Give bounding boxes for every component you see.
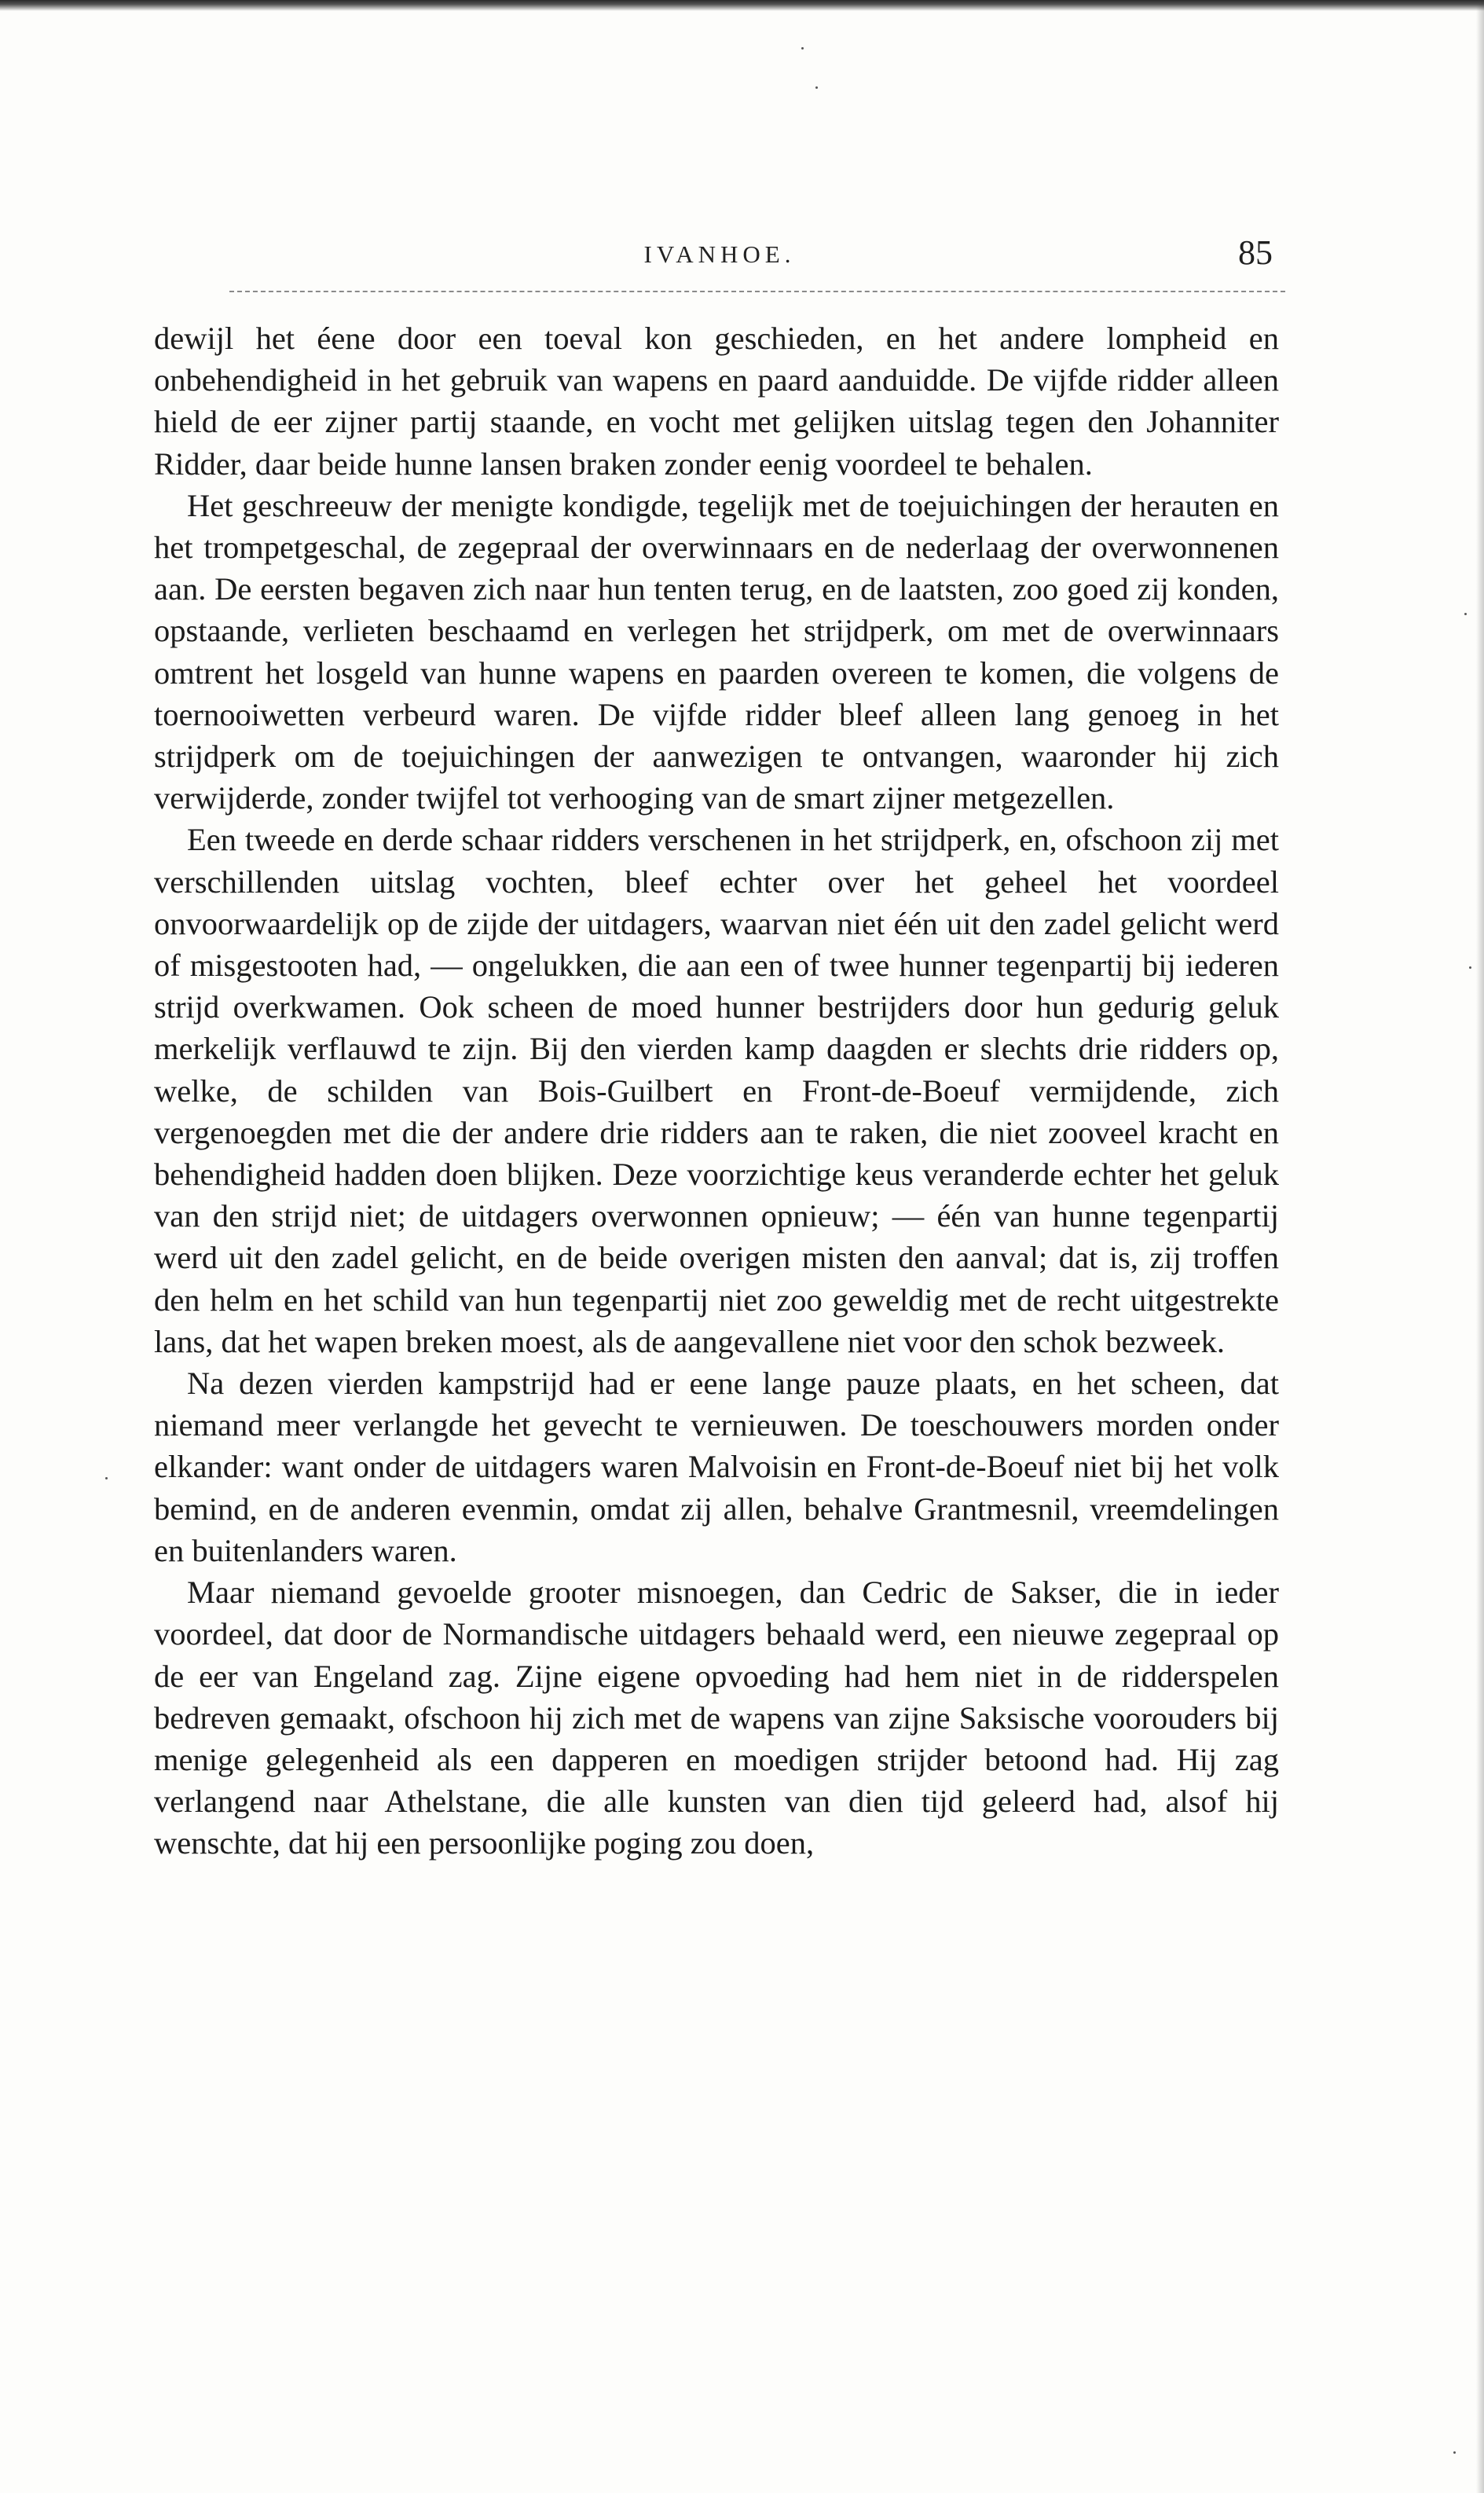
paragraph: Een tweede en derde schaar ridders verschenen in het strijdperk, en, ofschoon zij met verschillenden uitslag vochten, bleef echter over het geheel het voordeel onvoorwaardelijk op de zijde der uitdagers, waarvan niet één uit den zadel gelicht werd of misgestooten had, — ongelukken, die aan een of twee hunner tegenpartij bij iederen strijd overkwamen. Ook scheen de moed hunner bestrijders door hun gedurig geluk merkelijk verflauwd te zijn. Bij den vierden kamp daagden er slechts drie ridders op, welke, de schilden van Bois-Guilbert en Front-de-Boeuf vermijdende, zich vergenoegden met die der andere drie ridders aan te raken, die niet zooveel kracht en behendigheid hadden doen blijken. Deze voorzichtige keus veranderde echter het geluk van den strijd niet; de uitdagers overwonnen opnieuw; — één van hunne tegenpartij werd uit den zadel gelicht, en de beide overigen misten den aanval; dat is, zij troffen den helm en het schild van hun tegenpartij niet zoo geweldig met de recht uitgestrekte lans, dat het wapen breken moest, als de aangevallene niet voor den schok bezweek. (154, 822, 1279, 1359)
scan-speck (815, 86, 818, 89)
paragraph: Na dezen vierden kampstrijd had er eene lange pauze plaats, en het scheen, dat niemand meer verlangde het gevecht te vernieuwen. De toeschouwers morden onder elkander: want onder de uitdagers waren Malvoisin en Front-de-Boeuf niet bij het volk bemind, en de anderen evenmin, omdat zij allen, behalve Grantmesnil, vreemdelingen en buitenlanders waren. (154, 1366, 1279, 1568)
scan-speck (1469, 966, 1471, 969)
scan-speck (105, 1477, 108, 1479)
page-number: 85 (1238, 233, 1273, 272)
scan-edge-top (0, 0, 1484, 11)
header-rule (229, 291, 1285, 292)
scan-speck (801, 47, 804, 49)
paragraph: Het geschreeuw der menigte kondigde, tegelijk met de toejuichingen der herauten en het trompetgeschal, de zegepraal der overwinnaars en de nederlaag der overwonnenen aan. De eersten begaven zich naar hun tenten terug, en de laatsten, zoo goed zij konden, opstaande, verlieten beschaamd en verlegen het strijdperk, om met de overwinnaars omtrent het losgeld van hunne wapens en paarden overeen te komen, die volgens de toernooiwetten verbeurd waren. De vijfde ridder bleef alleen lang genoeg in het strijdperk om de toejuichingen der aanwezigen te ontvangen, waaronder hij zich verwijderde, zonder twijfel tot verhooging van de smart zijner metgezellen. (154, 487, 1279, 816)
scan-speck (1464, 613, 1467, 615)
page-header (154, 233, 1285, 295)
paragraph: Maar niemand gevoelde grooter misnoegen, dan Cedric de Sakser, die in ieder voordeel, dat door de Normandische uitdagers behaald werd, een nieuwe zegepraal op de eer van Engeland zag. Zijne eigene opvoeding had hem niet in de ridderspelen bedreven gemaakt, ofschoon hij zich met de wapens van zijne Saksische voorouders bij menige gelegenheid als een dapperen en moedigen strijder betoond had. Hij zag verlangend naar Athelstane, die alle kunsten van dien tijd geleerd had, alsof hij wenschte, dat hij een persoonlijke poging zou doen, (154, 1575, 1279, 1861)
scan-edge-right (1476, 0, 1484, 2493)
running-title: IVANHOE. (643, 240, 796, 268)
paragraph: dewijl het éene door een toeval kon geschieden, en het andere lompheid en onbehendigheid in het gebruik van wapens en paard aanduidde. De vijfde ridder alleen hield de eer zijner partij staande, en vocht met gelijken uitslag tegen den Johanniter Ridder, daar beide hunne lansen braken zonder eenig voordeel te behalen. (154, 321, 1279, 482)
scan-speck (1453, 2451, 1456, 2454)
body-text (154, 317, 1279, 1864)
